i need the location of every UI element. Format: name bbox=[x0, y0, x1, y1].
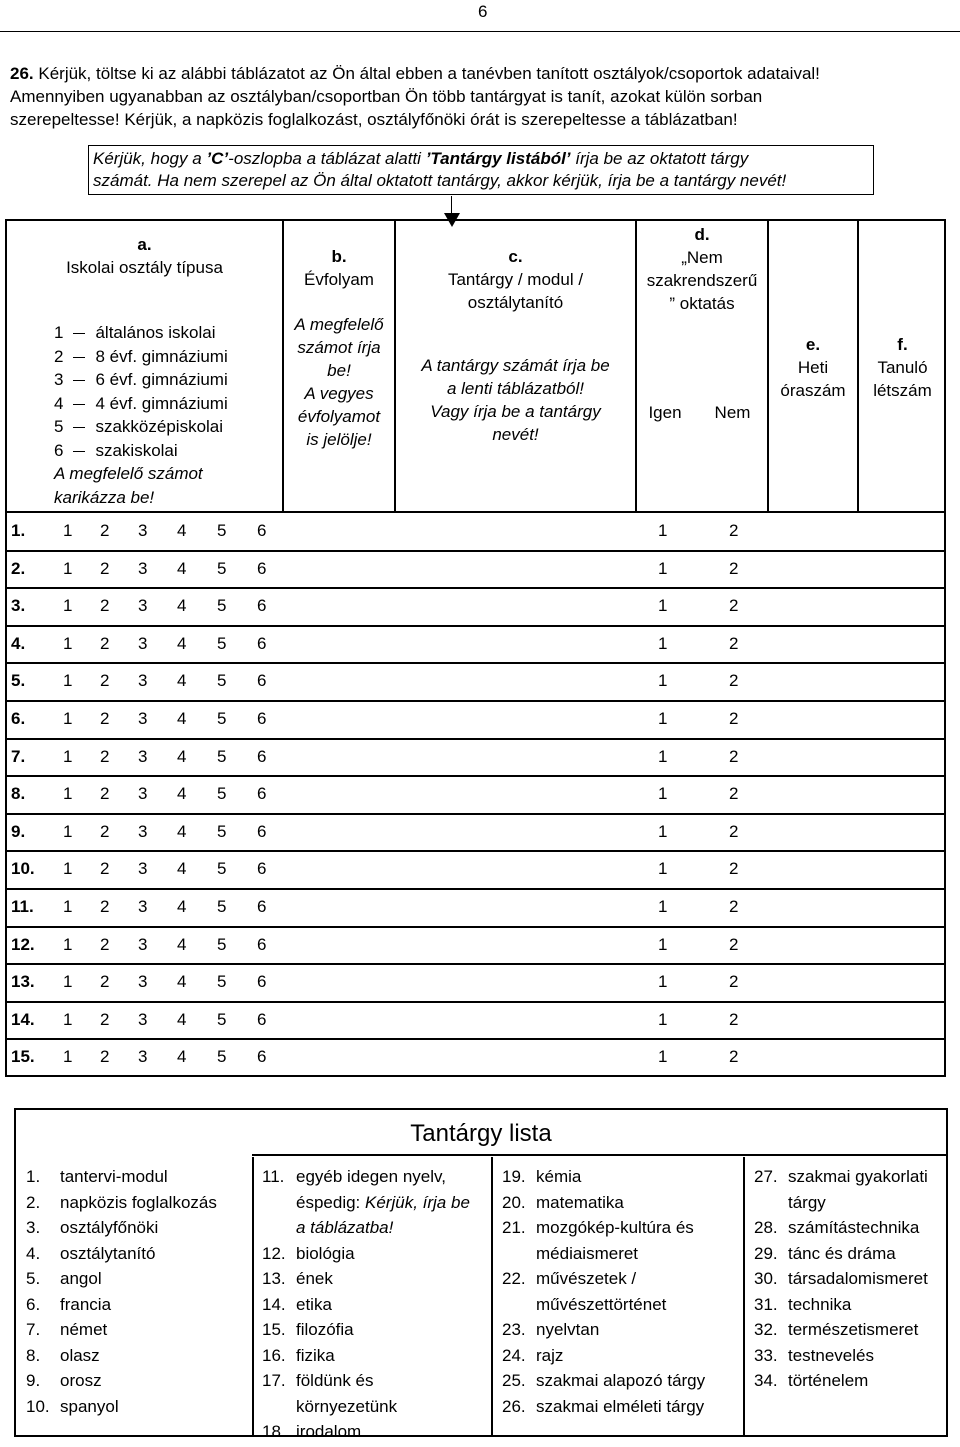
subject-item: 13. ének bbox=[262, 1269, 333, 1288]
subject-item: 29. tánc és dráma bbox=[754, 1243, 896, 1263]
col-c-instruction: A tantárgy számát írja be a lenti táblázatból! Vagy írja be a tantárgy nevét! bbox=[421, 356, 610, 444]
subject-item: 25. szakmai alapozó tárgy bbox=[502, 1371, 706, 1390]
list-col-divider bbox=[491, 1157, 493, 1435]
subject-item: 14. etika bbox=[262, 1294, 332, 1314]
school-type-option[interactable]: 6 bbox=[257, 596, 267, 616]
non-subject-option[interactable]: 2 bbox=[729, 1009, 739, 1029]
subject-item: 24. rajz bbox=[502, 1345, 564, 1365]
school-type-option[interactable]: 5 bbox=[217, 859, 227, 879]
note-line-2: számát. Ha nem szerepel az Ön által oktatott tantárgy, akkor kérjük, írja be a tantárgy nevét! bbox=[93, 171, 787, 190]
non-subject-option[interactable]: 2 bbox=[729, 746, 739, 766]
question-line-2: Amennyiben ugyanabban az osztályban/csoportban Ön több tantárgyat is tanít, azokat külön sorban bbox=[10, 87, 763, 106]
question-line-3: szerepeltesse! Kérjük, a napközis foglalkozást, osztályfőnöki órát is szerepeltesse a táblázatban! bbox=[10, 110, 738, 129]
subject-column-3 bbox=[502, 1164, 705, 1419]
subject-item: 6. francia bbox=[26, 1294, 112, 1314]
school-type-option[interactable]: 3 bbox=[138, 897, 148, 916]
school-type-option[interactable]: 5 bbox=[217, 633, 227, 653]
row-number: 1. bbox=[11, 521, 26, 540]
header-rule bbox=[0, 31, 960, 32]
subject-item: 19. kémia bbox=[502, 1167, 582, 1186]
col-b-letter: b. bbox=[331, 247, 347, 266]
table-row bbox=[7, 851, 944, 888]
school-type-option[interactable]: 2 bbox=[100, 558, 110, 578]
school-type-option[interactable]: 4 bbox=[177, 558, 187, 578]
non-subject-option[interactable]: 1 bbox=[658, 633, 668, 653]
school-type-option[interactable]: 5 bbox=[217, 821, 227, 841]
non-subject-option[interactable]: 1 bbox=[658, 671, 668, 691]
school-type-option[interactable]: 3 bbox=[138, 709, 148, 728]
non-subject-option[interactable]: 1 bbox=[658, 746, 668, 766]
school-type-option[interactable]: 2 bbox=[100, 633, 110, 653]
non-subject-option[interactable]: 1 bbox=[658, 1009, 668, 1029]
table-row bbox=[7, 626, 944, 663]
list-col-divider bbox=[743, 1157, 745, 1435]
non-subject-option[interactable]: 1 bbox=[658, 972, 668, 992]
school-type-option[interactable]: 6 bbox=[257, 1047, 267, 1067]
subject-item: 7. német bbox=[26, 1320, 108, 1339]
school-type-option[interactable]: 4 bbox=[177, 821, 187, 841]
school-type-item: 1 általános iskolai bbox=[54, 323, 216, 342]
subject-item: 23. nyelvtan bbox=[502, 1320, 600, 1339]
school-type-option[interactable]: 3 bbox=[138, 821, 148, 841]
non-subject-option[interactable]: 1 bbox=[658, 784, 668, 804]
row-number: 11. bbox=[11, 897, 34, 916]
col-a-header bbox=[7, 233, 282, 279]
school-type-option[interactable]: 2 bbox=[100, 709, 110, 728]
school-type-option[interactable]: 5 bbox=[217, 671, 227, 691]
row-number: 14. bbox=[11, 1009, 35, 1029]
school-type-option[interactable]: 4 bbox=[177, 784, 187, 804]
non-subject-option[interactable]: 2 bbox=[729, 596, 739, 616]
subject-item: 4. osztálytanító bbox=[26, 1243, 156, 1263]
subject-item: 16. fizika bbox=[262, 1345, 335, 1365]
school-type-option[interactable]: 5 bbox=[217, 784, 227, 804]
school-type-option[interactable]: 3 bbox=[138, 972, 148, 992]
school-type-option[interactable]: 1 bbox=[63, 859, 73, 879]
school-type-option[interactable]: 1 bbox=[63, 784, 73, 804]
col-a-instruction-1: A megfelelő számot bbox=[54, 464, 203, 483]
school-type-option[interactable]: 6 bbox=[257, 897, 267, 916]
subject-item: 18. irodalom bbox=[262, 1422, 362, 1441]
school-type-option[interactable]: 5 bbox=[217, 746, 227, 766]
school-type-option[interactable]: 6 bbox=[257, 784, 267, 804]
school-type-option[interactable]: 5 bbox=[217, 596, 227, 616]
subject-list-title: Tantárgy lista bbox=[410, 1120, 552, 1147]
school-type-option[interactable]: 3 bbox=[138, 521, 148, 540]
school-type-option[interactable]: 2 bbox=[100, 859, 110, 879]
school-type-option[interactable]: 3 bbox=[138, 1009, 148, 1029]
non-subject-option[interactable]: 2 bbox=[729, 709, 739, 728]
non-subject-option[interactable]: 2 bbox=[729, 671, 739, 691]
subject-item: 3. osztályfőnöki bbox=[26, 1218, 159, 1237]
school-type-option[interactable]: 3 bbox=[138, 746, 148, 766]
table-row bbox=[7, 1002, 944, 1039]
list-header-rule bbox=[252, 1154, 946, 1156]
table-row bbox=[7, 889, 944, 926]
school-type-option[interactable]: 5 bbox=[217, 521, 227, 540]
school-type-option[interactable]: 4 bbox=[177, 934, 187, 954]
school-type-option[interactable]: 3 bbox=[138, 558, 148, 578]
school-type-option[interactable]: 1 bbox=[63, 1009, 73, 1029]
page-number: 6 bbox=[478, 2, 488, 21]
school-type-option[interactable]: 6 bbox=[257, 859, 267, 879]
table-row bbox=[7, 663, 944, 700]
school-type-option[interactable]: 5 bbox=[217, 934, 227, 954]
school-type-option[interactable]: 6 bbox=[257, 709, 267, 728]
school-type-item: 5 szakközépiskolai bbox=[54, 417, 224, 436]
school-type-option[interactable]: 1 bbox=[63, 633, 73, 653]
school-type-option[interactable]: 4 bbox=[177, 521, 187, 540]
table-row bbox=[7, 964, 944, 1001]
col-b-instruction: A megfelelő számot írja be! A vegyes évfolyamot is jelölje! bbox=[294, 315, 384, 449]
note-list: ’Tantárgy listából’ bbox=[425, 149, 571, 168]
school-type-option[interactable]: 2 bbox=[100, 784, 110, 804]
subject-column-1 bbox=[26, 1164, 217, 1419]
school-type-option[interactable]: 1 bbox=[63, 972, 73, 992]
non-subject-option[interactable]: 2 bbox=[729, 1047, 739, 1067]
row-number: 15. bbox=[11, 1047, 35, 1067]
table-row bbox=[7, 551, 944, 588]
row-number: 6. bbox=[11, 709, 26, 728]
school-type-item: 6 szakiskolai bbox=[54, 440, 178, 460]
non-subject-option[interactable]: 2 bbox=[729, 972, 739, 992]
subject-item: 9. orosz bbox=[26, 1371, 102, 1390]
school-type-option[interactable]: 2 bbox=[100, 596, 110, 616]
subject-item: 33. testnevelés bbox=[754, 1345, 874, 1365]
non-subject-option[interactable]: 2 bbox=[729, 558, 739, 578]
school-type-option[interactable]: 2 bbox=[100, 934, 110, 954]
school-type-option[interactable]: 4 bbox=[177, 596, 187, 616]
table-row bbox=[7, 739, 944, 776]
school-type-option[interactable]: 4 bbox=[177, 1009, 187, 1029]
school-type-option[interactable]: 5 bbox=[217, 558, 227, 578]
subject-item: 26. szakmai elméleti tárgy bbox=[502, 1396, 705, 1416]
row-number: 2. bbox=[11, 558, 26, 578]
non-subject-option[interactable]: 2 bbox=[729, 934, 739, 954]
col-b-title: Évfolyam bbox=[304, 270, 374, 289]
school-type-option[interactable]: 1 bbox=[63, 821, 73, 841]
school-type-option[interactable]: 4 bbox=[177, 633, 187, 653]
school-type-option[interactable]: 3 bbox=[138, 596, 148, 616]
table-row bbox=[7, 513, 944, 550]
subject-item: 10. spanyol bbox=[26, 1396, 119, 1416]
subject-item: 15. filozófia bbox=[262, 1320, 354, 1339]
row-number: 3. bbox=[11, 596, 26, 616]
school-type-option[interactable]: 3 bbox=[138, 784, 148, 804]
col-b-header bbox=[284, 245, 394, 291]
non-subject-option[interactable]: 2 bbox=[729, 821, 739, 841]
school-type-option[interactable]: 5 bbox=[217, 1047, 227, 1067]
col-f-header: f. Tanuló létszám bbox=[873, 335, 932, 400]
table-row bbox=[7, 814, 944, 851]
school-type-option[interactable]: 4 bbox=[177, 1047, 187, 1067]
school-type-option[interactable]: 6 bbox=[257, 746, 267, 766]
non-subject-option[interactable]: 2 bbox=[729, 521, 739, 540]
school-type-option[interactable]: 2 bbox=[100, 671, 110, 691]
school-type-option[interactable]: 6 bbox=[257, 1009, 267, 1029]
subject-item: 21. mozgókép-kultúra és médiaismeret bbox=[502, 1218, 694, 1263]
row-number: 8. bbox=[11, 784, 26, 804]
instruction-box bbox=[88, 145, 874, 195]
non-subject-option[interactable]: 2 bbox=[729, 784, 739, 804]
subject-item: 27. szakmai gyakorlati tárgy bbox=[754, 1167, 928, 1212]
col-d-yes: Igen bbox=[648, 403, 682, 422]
school-type-option[interactable]: 2 bbox=[100, 746, 110, 766]
row-number: 5. bbox=[11, 671, 26, 691]
school-type-option[interactable]: 4 bbox=[177, 897, 187, 916]
school-type-option[interactable]: 1 bbox=[63, 709, 73, 728]
subject-item: 5. angol bbox=[26, 1269, 102, 1288]
non-subject-option[interactable]: 1 bbox=[658, 709, 668, 728]
school-type-option[interactable]: 1 bbox=[63, 558, 73, 578]
school-type-option[interactable]: 3 bbox=[138, 859, 148, 879]
school-type-option[interactable]: 4 bbox=[177, 859, 187, 879]
subject-column-2 bbox=[252, 1164, 488, 1445]
school-type-option[interactable]: 5 bbox=[217, 972, 227, 992]
non-subject-option[interactable]: 1 bbox=[658, 596, 668, 616]
school-type-option[interactable]: 5 bbox=[217, 1009, 227, 1029]
school-type-option[interactable]: 1 bbox=[63, 521, 73, 540]
non-subject-option[interactable]: 1 bbox=[658, 897, 668, 916]
non-subject-option[interactable]: 2 bbox=[729, 859, 739, 879]
school-type-list bbox=[54, 321, 228, 509]
col-a-title: Iskolai osztály típusa bbox=[66, 258, 223, 277]
col-d-letter: d. bbox=[694, 225, 710, 244]
subject-item: 8. olasz bbox=[26, 1345, 100, 1365]
school-type-option[interactable]: 1 bbox=[63, 934, 73, 954]
subject-item: 11. egyéb idegen nyelv, éspedig: Kérjük, írja be a táblázatba! bbox=[262, 1167, 470, 1237]
table-row bbox=[7, 1039, 944, 1076]
school-type-option[interactable]: 6 bbox=[257, 821, 267, 841]
col-a-letter: a. bbox=[137, 235, 152, 254]
subject-item: 31. technika bbox=[754, 1294, 852, 1314]
non-subject-option[interactable]: 1 bbox=[658, 934, 668, 954]
subject-item: 22. művészetek / művészettörténet bbox=[502, 1269, 667, 1314]
subject-item: 2. napközis foglalkozás bbox=[26, 1192, 217, 1212]
non-subject-option[interactable]: 1 bbox=[658, 558, 668, 578]
col-c-header: c. Tantárgy / modul / osztálytanító bbox=[447, 247, 584, 312]
school-type-option[interactable]: 1 bbox=[63, 596, 73, 616]
school-type-option[interactable]: 1 bbox=[63, 897, 73, 916]
subject-column-4 bbox=[754, 1164, 928, 1394]
row-number: 4. bbox=[11, 633, 26, 653]
school-type-option[interactable]: 1 bbox=[63, 671, 73, 691]
school-type-option[interactable]: 6 bbox=[257, 671, 267, 691]
school-type-option[interactable]: 3 bbox=[138, 671, 148, 691]
school-type-option[interactable]: 4 bbox=[177, 709, 187, 728]
school-type-option[interactable]: 3 bbox=[138, 633, 148, 653]
school-type-option[interactable]: 3 bbox=[138, 1047, 148, 1067]
school-type-option[interactable]: 4 bbox=[177, 972, 187, 992]
subject-item: 32. természetismeret bbox=[754, 1320, 919, 1339]
school-type-option[interactable]: 5 bbox=[217, 709, 227, 728]
subject-item: 30. társadalomismeret bbox=[754, 1269, 928, 1288]
subject-item: 1. tantervi-modul bbox=[26, 1167, 168, 1186]
table-row bbox=[7, 776, 944, 813]
school-type-option[interactable]: 6 bbox=[257, 633, 267, 653]
subject-list-box bbox=[14, 1108, 948, 1441]
non-subject-option[interactable]: 1 bbox=[658, 521, 668, 540]
subject-item: 12. biológia bbox=[262, 1243, 355, 1263]
non-subject-option[interactable]: 2 bbox=[729, 897, 739, 916]
question-number: 26. bbox=[10, 64, 34, 83]
non-subject-option[interactable]: 2 bbox=[729, 633, 739, 653]
row-number: 7. bbox=[11, 746, 26, 766]
row-number: 13. bbox=[11, 972, 35, 992]
question-line-1: Kérjük, töltse ki az alábbi táblázatot az Ön által ebben a tanévben tanított osztályok/csoportok adataival! bbox=[38, 64, 820, 83]
school-type-option[interactable]: 4 bbox=[177, 671, 187, 691]
school-type-option[interactable]: 2 bbox=[100, 972, 110, 992]
school-type-option[interactable]: 1 bbox=[63, 746, 73, 766]
table-row bbox=[7, 927, 944, 964]
note-text: Kérjük, hogy a bbox=[93, 149, 202, 168]
subject-item: 20. matematika bbox=[502, 1192, 624, 1212]
school-type-option[interactable]: 4 bbox=[177, 746, 187, 766]
col-d-no: Nem bbox=[714, 403, 751, 422]
table-row bbox=[7, 701, 944, 738]
col-e-header: e. Heti óraszám bbox=[780, 335, 846, 400]
row-number: 10. bbox=[11, 859, 35, 879]
row-number: 12. bbox=[11, 934, 35, 954]
non-subject-option[interactable]: 1 bbox=[658, 1047, 668, 1067]
note-c: ’C’ bbox=[206, 149, 229, 168]
subject-item: 17. földünk és környezetünk bbox=[262, 1371, 398, 1416]
note-text-2: -oszlopba a táblázat alatti bbox=[228, 149, 421, 168]
school-type-option[interactable]: 2 bbox=[100, 821, 110, 841]
school-type-item: 4 4 évf. gimnáziumi bbox=[54, 393, 228, 413]
school-type-option[interactable]: 2 bbox=[100, 521, 110, 540]
subject-item: 34. történelem bbox=[754, 1371, 869, 1390]
school-type-option[interactable]: 2 bbox=[100, 1009, 110, 1029]
school-type-option[interactable]: 6 bbox=[257, 558, 267, 578]
school-type-option[interactable]: 1 bbox=[63, 1047, 73, 1067]
school-type-option[interactable]: 6 bbox=[257, 972, 267, 992]
school-type-option[interactable]: 5 bbox=[217, 897, 227, 916]
school-type-item: 3 6 évf. gimnáziumi bbox=[54, 370, 228, 389]
note-text-3: írja be az oktatott tárgy bbox=[575, 149, 749, 168]
col-a-instruction-2: karikázza be! bbox=[54, 487, 155, 507]
school-type-option[interactable]: 2 bbox=[100, 897, 110, 916]
school-type-option[interactable]: 6 bbox=[257, 934, 267, 954]
col-d-header: d. „Nem szakrendszerű ” oktatás bbox=[646, 225, 758, 313]
non-subject-option[interactable]: 1 bbox=[658, 859, 668, 879]
school-type-item: 2 8 évf. gimnáziumi bbox=[54, 346, 228, 366]
question-text bbox=[10, 62, 950, 131]
row-number: 9. bbox=[11, 821, 26, 841]
class-data-table bbox=[5, 219, 946, 1077]
school-type-option[interactable]: 3 bbox=[138, 934, 148, 954]
school-type-option[interactable]: 6 bbox=[257, 521, 267, 540]
school-type-option[interactable]: 2 bbox=[100, 1047, 110, 1067]
subject-item: 28. számítástechnika bbox=[754, 1218, 920, 1237]
col-c-letter: c. bbox=[508, 247, 523, 266]
non-subject-option[interactable]: 1 bbox=[658, 821, 668, 841]
table-row bbox=[7, 588, 944, 625]
